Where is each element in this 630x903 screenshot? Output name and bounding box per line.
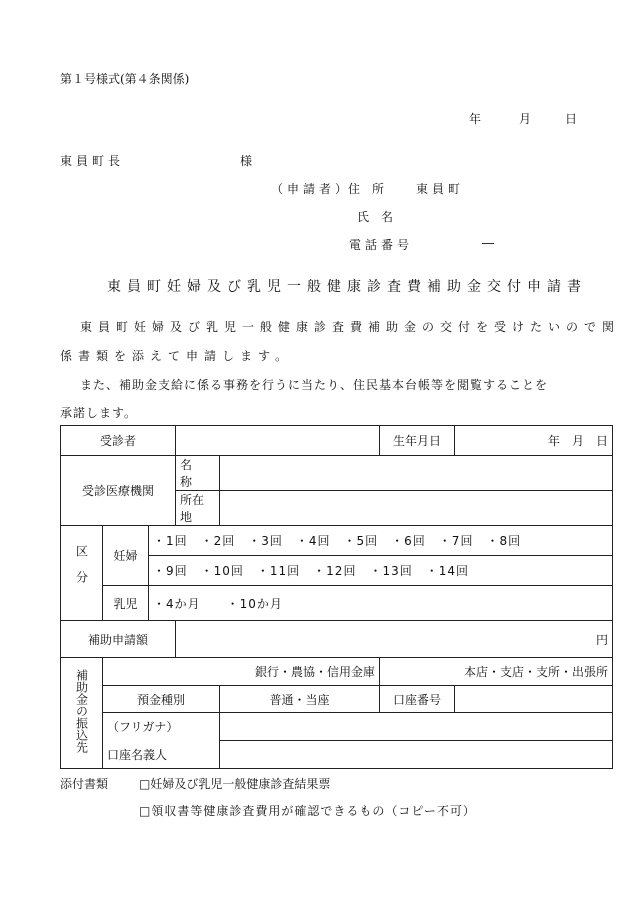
pregnant-options-row-1[interactable]: ・1回 ・2回 ・3回 ・4回 ・5回 ・6回 ・7回 ・8回	[149, 526, 613, 556]
attachment-item-2: □領収書等健康診査費用が確認できるもの（コピー不可）	[139, 804, 476, 818]
applicant-phone-label: 電話番号	[349, 238, 414, 252]
furigana-label: （フリガナ）	[103, 713, 220, 741]
transfer-label: 補助金の振込先	[61, 658, 103, 769]
date-month-label: 月	[519, 112, 532, 126]
dob-field[interactable]: 年 月 日	[455, 426, 613, 456]
body-line-3: また、補助金支給に係る事務を行うに当たり、住民基本台帳等を閲覧することを	[80, 378, 549, 392]
examinee-field[interactable]	[176, 426, 380, 456]
applicant-label: （申請者）	[271, 182, 352, 196]
pregnant-label: 妊婦	[103, 526, 149, 586]
institution-address-field[interactable]	[220, 491, 613, 526]
account-number-field[interactable]	[455, 686, 613, 713]
applicant-name-label: 氏 名	[357, 210, 394, 224]
institution-label: 受診医療機関	[61, 456, 176, 526]
institution-address-label: 所在地	[176, 491, 220, 526]
application-table	[60, 425, 613, 769]
addressee-name: 東員町長	[60, 154, 125, 168]
account-holder-field[interactable]	[220, 741, 613, 769]
institution-name-label: 名 称	[176, 456, 220, 491]
examinee-label: 受診者	[61, 426, 176, 456]
amount-label: 補助申請額	[61, 621, 176, 658]
applicant-address-label: 住 所	[348, 182, 385, 196]
applicant-phone-separator: ―	[482, 236, 494, 250]
pregnant-options-row-2[interactable]: ・9回 ・10回 ・11回 ・12回 ・13回 ・14回	[149, 556, 613, 586]
infant-label: 乳児	[103, 586, 149, 621]
bank-types[interactable]: 銀行・農協・信用金庫	[103, 658, 380, 686]
institution-name-field[interactable]	[220, 456, 613, 491]
infant-options[interactable]: ・4か月 ・10か月	[149, 586, 613, 621]
deposit-type-label: 預金種別	[103, 686, 220, 713]
applicant-address-value: 東員町	[416, 182, 465, 196]
category-label: 区分	[61, 526, 103, 621]
body-line-2: 係書類を添えて申請します。	[60, 349, 294, 363]
date-year-label: 年	[469, 112, 482, 126]
furigana-field[interactable]	[220, 713, 613, 741]
date-day-label: 日	[565, 112, 578, 126]
attachments-label: 添付書類	[60, 777, 109, 791]
account-number-label: 口座番号	[380, 686, 455, 713]
deposit-type-value[interactable]: 普通・当座	[220, 686, 380, 713]
dob-label: 生年月日	[380, 426, 455, 456]
addressee-honorific: 様	[240, 154, 253, 168]
page-title: 東員町妊婦及び乳児一般健康診査費補助金交付申請書	[107, 279, 587, 295]
account-holder-label: 口座名義人	[103, 741, 220, 769]
form-number: 第１号様式(第４条関係)	[60, 72, 190, 86]
attachment-item-1: □妊婦及び乳児一般健康診査結果票	[139, 777, 331, 791]
amount-field[interactable]: 円	[176, 621, 613, 658]
body-line-1: 東員町妊婦及び乳児一般健康診査費補助金の交付を受けたいので関	[80, 320, 621, 334]
branch-types[interactable]: 本店・支店・支所・出張所	[380, 658, 613, 686]
body-line-4: 承諾します。	[60, 406, 138, 420]
